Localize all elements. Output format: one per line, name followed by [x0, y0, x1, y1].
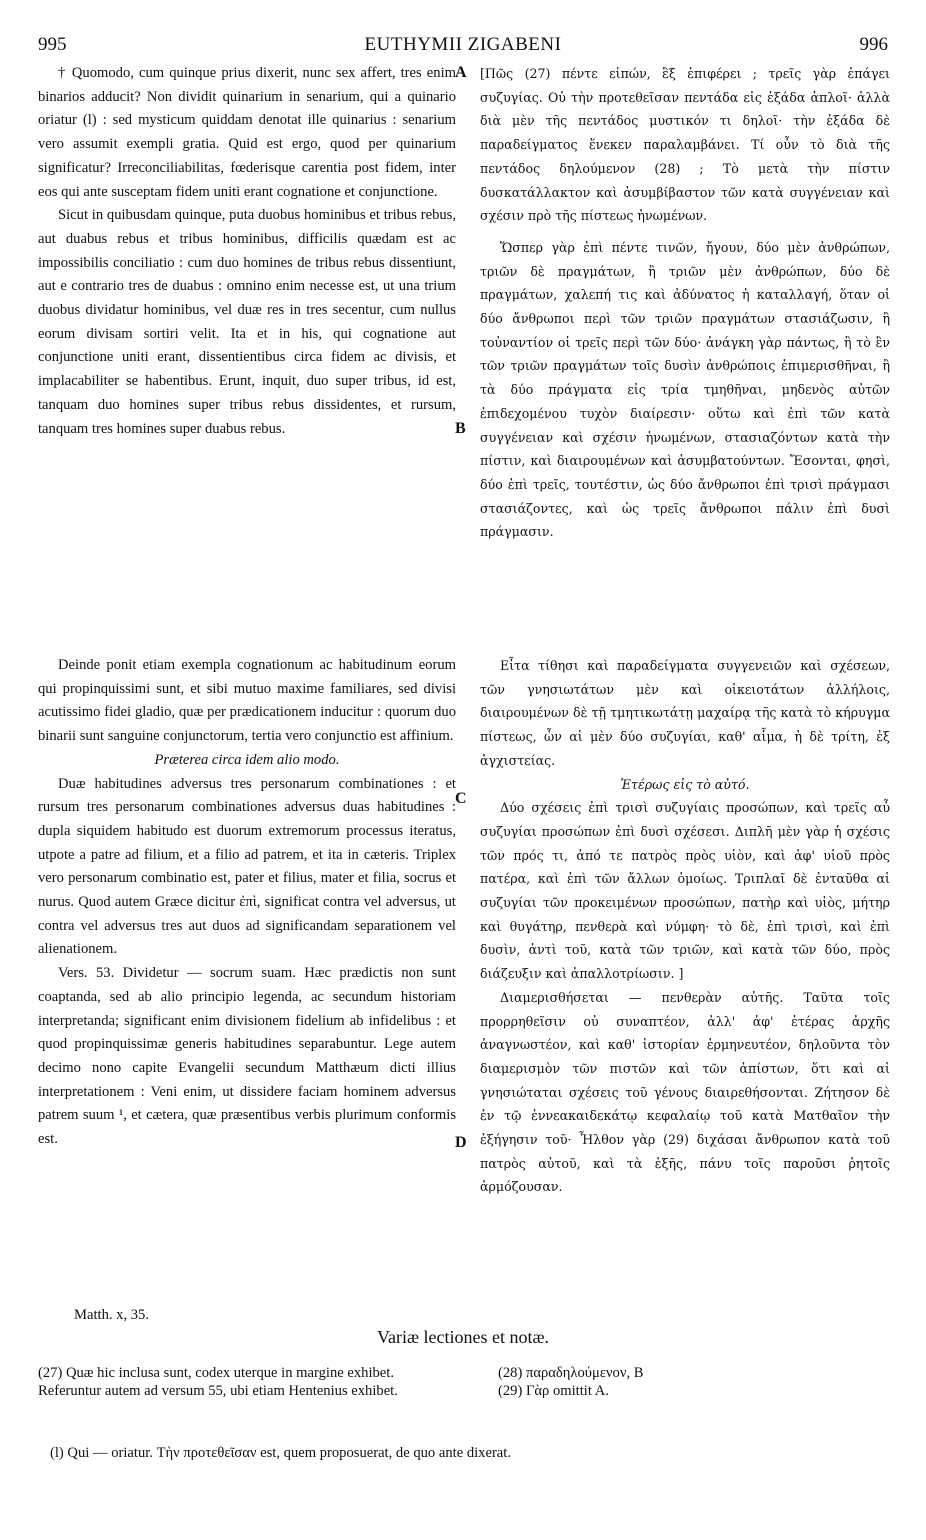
latin-section-1	[38, 62, 456, 441]
margin-marker-a: A	[455, 64, 467, 81]
greek-section-2	[480, 654, 890, 1199]
greek-paragraph-3: Εἶτα τίθησι καὶ παραδείγματα συγγενειῶν καὶ σχέσεων, τῶν γνησιωτάτων μὲν καὶ οἰκειοτάτων ἀλλήλοις, διαιρουμένων δὲ τῇ τμητικωτάτῃ μαχαίρᾳ τῆς κατὰ τὸ κήρυγμα πίστεως, ὧν αἱ μὲν δύο συζυγίαι, καθ' αἷμα, ἡ δὲ τρίτη, ἐξ ἀγχιστείας.	[480, 658, 890, 768]
margin-marker-c: C	[455, 790, 467, 807]
note-28: (28) παραδηλούμενον, B	[498, 1365, 644, 1381]
greek-paragraph-5: Διαμερισθήσεται — πενθερὰν αὐτῆς. Ταῦτα τοῖς προρρηθεῖσιν οὐ συναπτέον, ἀλλ' ἀφ' ἑτέρας ἀρχῆς ἀναγνωστέον, καὶ καθ' ἱστορίαν ἑρμηνευτέον, δηλοῦντα τὸν διαμερισμὸν τῶν πιστῶν καὶ τῶν ἀπίστων, ὅτι καὶ αἱ γνησιώταται σχέσεις τοῦ γένους διαιρεθήσονται. Ζήτησον δὲ ἐν τῷ ἐννεακαιδεκάτῳ κεφαλαίῳ τοῦ κατὰ Ματθαῖον τὴν ἐξήγησιν τοῦ· Ἦλθον γὰρ (29) διχάσαι ἄνθρωπον κατὰ τοῦ πατρὸς αὐτοῦ, καὶ τὰ ἑξῆς, πάνυ τοῖς παροῦσι ῥητοῖς ἁρμόζουσαν.	[480, 989, 890, 1195]
latin-paragraph-2: Sicut in quibusdam quinque, puta duobus hominibus et tribus rebus, aut duabus rebus et tribus hominibus, difficilis quædam est ac impossibilis conciliatio : cum duo homines de tribus rebus dissentiunt, aut e contrario tres de duabus : omnino enim necesse est, ut una trium duobus dividatur hominibus, vel duæ res in tres secentur, cum nullus eorum divisam sortiri velit. Ita et in his, qui cognatione aut conjunctione uniti erant, dissentientibus circa fidem ac divisis, et implacabiliter se habentibus. Erunt, inquit, duo super tribus, id est, tanquam duo homines super tribus rebus dissidentes, et rursum, tanquam tres homines super duabus rebus.	[38, 207, 456, 437]
note-29: (29) Γὰρ omittit A.	[498, 1383, 609, 1399]
latin-paragraph-4: Duæ habitudines adversus tres personarum combinationes : et rursum tres personarum combinationes adversus duas habitudines : dupla siquidem habitudo est duorum extremorum processus iteratus, utpote a patre ad filium, et a filio ad patrem, et ita in cæteris. Triplex vero personarum combinatio est, pater et filius, mater et filia, socrus et nurus. Quod autem Græce dicitur ἐπὶ, significat contra vel adversus, ut contra vel adversus tres aut duos ad significandam separationem vel alienationem.	[38, 775, 456, 958]
page-number-left: 995	[38, 34, 67, 55]
page-number-right: 996	[859, 34, 888, 55]
note-l: (l) Qui — oriatur. Τὴν προτεθεῖσαν est, quem proposuerat, de quo ante dixerat.	[50, 1445, 511, 1461]
latin-paragraph-3: Deinde ponit etiam exempla cognationum ac habitudinum eorum qui propinquissimi sunt, et sibi mutuo maxime familiares, sed divisi acutissimo fidei gladio, quæ per prædicationem inducitur : quorum duo binarii sunt sanguine conjunctorum, tertia vero conjunctio est affinium.	[38, 657, 456, 745]
margin-marker-d: D	[455, 1134, 467, 1151]
greek-section-1	[480, 62, 890, 544]
page-header	[38, 34, 888, 58]
notes-title: Variæ lectiones et notæ.	[377, 1327, 549, 1347]
latin-paragraph-5: Vers. 53. Dividetur — socrum suam. Hæc prædictis non sunt coaptanda, sed ab alio principio legenda, ac secundum historiam interpretanda; significant enim divisionem fidelium ab infidelibus : et quod propinquissimæ generis habitudines separabuntur. Lege autem decimo nono capite Evangelii secundum Matthæum dicti illius interpretationem : Veni enim, ut dissidere faciam hominem adversus patrem suum ¹, et cætera, quæ præsentibus verbis plurimum conformis est.	[38, 965, 456, 1148]
greek-paragraph-2: Ὥσπερ γὰρ ἐπὶ πέντε τινῶν, ἤγουν, δύο μὲν ἀνθρώπων, τριῶν δὲ πραγμάτων, ἢ τριῶν μὲν ἀνθρώπων, δύο δὲ πραγμάτων, χαλεπή τις καὶ ἀδύνατος ἡ καταλλαγή, ὅταν οἱ δύο ἄνθρωποι περὶ τῶν τριῶν πραγμάτων στασιάζωσιν, ἢ τοὐναντίον οἱ τρεῖς περὶ τῶν δύο· ἀνάγκη γὰρ πάντως, ἢ τὸ ἓν τῶν τριῶν πραγμάτων τοῖς δυσὶν ἀνθρώποις ἐπιμερισθῆναι, ἢ τὰ δύο πράγματα εἰς τρία τμηθῆναι, μηδενὸς αὐτῶν ἐπιδεχομένου τυχὸν διαίρεσιν· οὕτω καὶ ἐπὶ τῶν κατὰ συγγένειαν καὶ σχέσιν ἡνωμένων, στασιαζόντων κατὰ τὴν πίστιν, καὶ διαιρουμένων καὶ ἀσυμβατούντων. Ἔσονται, φησὶ, δύο ἐπὶ τρεῖς, τουτέστιν, ὡς δύο ἄνθρωποι ἐπὶ τρισὶ πράγμασι στασιάζοντες, καὶ ὡς τρεῖς ἄνθρωποι πάλιν ἐπὶ δυσὶ πράγμασιν.	[480, 239, 890, 540]
running-title: EUTHYMII ZIGABENI	[364, 34, 562, 55]
greek-paragraph-4: Δύο σχέσεις ἐπὶ τρισὶ συζυγίαις προσώπων, καὶ τρεῖς αὖ συζυγίαι προσώπων ἐπὶ δυσὶ σχέσεσι. Διπλῆ μὲν γὰρ ἡ σχέσις τῶν πρός τι, ἀπό τε πατρὸς πρὸς υἱὸν, καὶ ἀφ' υἱοῦ πρὸς πατέρα, καὶ ἐπὶ τῶν ἄλλων ὁμοίως. Τριπλαῖ δὲ ἐνταῦθα αἱ συζυγίαι τῶν προκειμένων προσώπων, πατὴρ καὶ υἱὸς, μήτηρ καὶ θυγάτηρ, πενθερὰ καὶ νύμφη· τὸ δὲ, ἐπὶ τρισὶ, καὶ ἐπὶ δυσὶν, ἀντὶ τοῦ, κατὰ τῶν τριῶν, καὶ κατὰ τῶν δύο, πρὸς διάζευξιν καὶ ἀπαλλοτρίωσιν. ]	[480, 800, 890, 982]
greek-subtitle: Ἑτέρως εἰς τὸ αὐτό.	[620, 776, 750, 792]
latin-section-2	[38, 654, 456, 1152]
scripture-reference: Matth. x, 35.	[74, 1307, 149, 1323]
note-27: (27) Quæ hic inclusa sunt, codex uterque in margine exhibet. Referuntur autem ad versum 55, ubi etiam Hentenius exhibet.	[38, 1365, 398, 1399]
greek-paragraph-1: [Πῶς (27) πέντε εἰπών, ἓξ ἐπιφέρει ; τρεῖς γὰρ ἐπάγει συζυγίας. Οὐ τὴν προτεθεῖσαν πεντάδα εἰς ἑξάδα ἁπλοῖ· ἀλλὰ διὰ μὲν τῆς πεντάδος μυστικόν τι δηλοῖ· τὴν ἑξάδα δὲ παραδείγματος ἕνεκεν παραλαμβάνει. Τί οὖν τὸ διὰ τῆς πεντάδος δηλούμενον (28) ; Τὸ μετὰ τὴν πίστιν δυσκατάλλακτον καὶ ἀσυμβίβαστον τῶν κατὰ συγγένειαν καὶ σχέσιν πρὸ τῆς πίστεως ἡνωμένων.	[480, 66, 890, 224]
margin-marker-b: B	[455, 420, 466, 437]
latin-paragraph-1: † Quomodo, cum quinque prius dixerit, nunc sex affert, tres enim binarios adducit? Non dividit quinarium in senarium, qui a quinario oriatur (l) : sed mysticum quiddam denotat ille quinarius : senarium vero assumit exempli gratia. Quid est ergo, quod per quinarium significatur? Irreconciliabilitas, fœderisque carentia post fidem, inter eos qui ante susceptam fidem uniti erant cognatione et conjunctione.	[38, 65, 456, 200]
latin-subtitle: Præterea circa idem alio modo.	[154, 751, 340, 768]
